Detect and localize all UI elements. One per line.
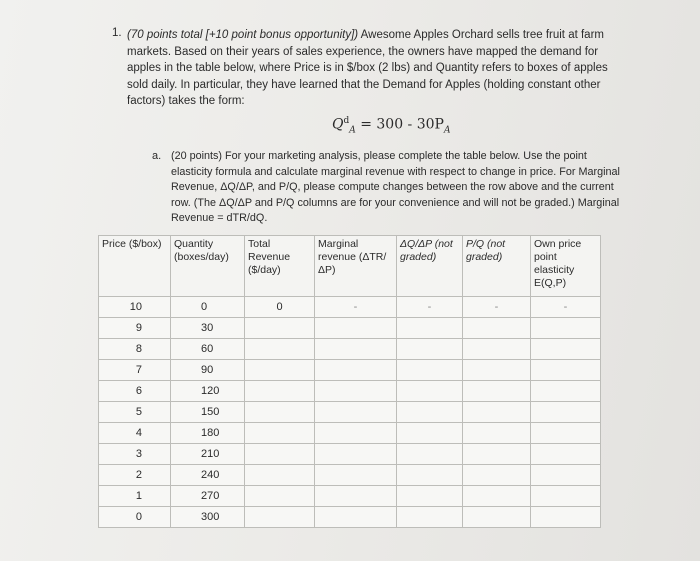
cell-elasticity[interactable] — [531, 507, 601, 528]
cell-p-q[interactable] — [463, 402, 531, 423]
cell-quantity: 150 — [171, 402, 245, 423]
cell-price: 2 — [99, 465, 171, 486]
cell-quantity: 120 — [171, 381, 245, 402]
cell-total-revenue[interactable] — [245, 507, 315, 528]
cell-price: 0 — [99, 507, 171, 528]
cell-quantity: 300 — [171, 507, 245, 528]
table-row — [99, 402, 601, 423]
question-number: 1. — [112, 27, 122, 39]
cell-quantity: 270 — [171, 486, 245, 507]
cell-quantity: 30 — [171, 318, 245, 339]
table-row — [99, 507, 601, 528]
cell-total-revenue[interactable] — [245, 423, 315, 444]
cell-total-revenue[interactable] — [245, 465, 315, 486]
cell-elasticity[interactable] — [531, 465, 601, 486]
cell-dq-dp[interactable] — [397, 381, 463, 402]
cell-total-revenue[interactable] — [245, 402, 315, 423]
table-header-row — [99, 236, 601, 297]
cell-dq-dp[interactable] — [397, 402, 463, 423]
table-row — [99, 318, 601, 339]
cell-marginal-revenue[interactable] — [315, 381, 397, 402]
cell-price: 9 — [99, 318, 171, 339]
table-row — [99, 486, 601, 507]
cell-elasticity[interactable] — [531, 360, 601, 381]
table-row — [99, 465, 601, 486]
cell-total-revenue[interactable] — [245, 360, 315, 381]
cell-p-q[interactable] — [463, 465, 531, 486]
cell-elasticity[interactable] — [531, 486, 601, 507]
part-a-text: (20 points) For your marketing analysis, please complete the table below. Use the point elasticity formula and calculate marginal revenue with respect to change in price. For Marginal Revenue, ΔQ/ΔP, and P/Q, please compute changes between the row above and the current row. (The ΔQ/ΔP and P/Q columns are for your convenience and will not be graded.) Marginal Revenue = dTR/dQ. — [171, 150, 620, 225]
cell-marginal-revenue[interactable] — [315, 360, 397, 381]
demand-formula — [332, 116, 450, 135]
cell-total-revenue[interactable] — [245, 318, 315, 339]
question-text — [127, 27, 627, 110]
header-quantity: Quantity (boxes/day) — [171, 236, 245, 297]
cell-dq-dp[interactable] — [397, 486, 463, 507]
table-row — [99, 381, 601, 402]
cell-quantity: 210 — [171, 444, 245, 465]
header-elasticity: Own price point elasticity E(Q,P) — [531, 236, 601, 297]
cell-total-revenue[interactable] — [245, 381, 315, 402]
cell-elasticity[interactable] — [531, 381, 601, 402]
formula-sub: A — [349, 125, 356, 136]
cell-price: 10 — [99, 297, 171, 318]
cell-p-q[interactable] — [463, 486, 531, 507]
cell-p-q[interactable] — [463, 318, 531, 339]
cell-marginal-revenue[interactable] — [315, 507, 397, 528]
cell-marginal-revenue[interactable] — [315, 318, 397, 339]
cell-dq-dp[interactable] — [397, 318, 463, 339]
cell-marginal-revenue[interactable] — [315, 339, 397, 360]
cell-elasticity[interactable] — [531, 339, 601, 360]
cell-price: 6 — [99, 381, 171, 402]
cell-quantity: 240 — [171, 465, 245, 486]
question-points: (70 points total [+10 point bonus opportunity]) — [127, 29, 359, 41]
cell-quantity: 0 — [171, 297, 245, 318]
cell-marginal-revenue[interactable] — [315, 465, 397, 486]
cell-elasticity[interactable] — [531, 423, 601, 444]
cell-quantity: 60 — [171, 339, 245, 360]
header-dq-dp: ΔQ/ΔP (not graded) — [397, 236, 463, 297]
table-row — [99, 297, 601, 318]
cell-quantity: 90 — [171, 360, 245, 381]
cell-dq-dp[interactable]: - — [397, 297, 463, 318]
cell-p-q[interactable] — [463, 360, 531, 381]
cell-p-q[interactable] — [463, 381, 531, 402]
header-p-q: P/Q (not graded) — [463, 236, 531, 297]
cell-marginal-revenue[interactable] — [315, 402, 397, 423]
cell-total-revenue[interactable] — [245, 444, 315, 465]
question-intro: Awesome Apples Orchard sells tree fruit at farm markets. Based on their years of sales experience, the owners have mapped the demand for apples in the table below, where Price is in $/box (2 lbs) and Quantity refers to boxes of apples sold daily. — [127, 29, 608, 91]
cell-dq-dp[interactable] — [397, 444, 463, 465]
cell-p-q[interactable] — [463, 423, 531, 444]
table-row — [99, 444, 601, 465]
cell-marginal-revenue[interactable]: - — [315, 297, 397, 318]
part-a-label: a. — [152, 150, 162, 162]
cell-elasticity[interactable] — [531, 402, 601, 423]
table-row — [99, 360, 601, 381]
header-marginal-revenue: Marginal revenue (ΔTR/ΔP) — [315, 236, 397, 297]
cell-elasticity[interactable] — [531, 444, 601, 465]
cell-quantity: 180 — [171, 423, 245, 444]
demand-table — [98, 235, 601, 528]
cell-dq-dp[interactable] — [397, 339, 463, 360]
cell-p-q[interactable] — [463, 507, 531, 528]
formula-sup: d — [343, 116, 350, 126]
table-row — [99, 339, 601, 360]
cell-dq-dp[interactable] — [397, 360, 463, 381]
cell-price: 3 — [99, 444, 171, 465]
cell-p-q[interactable] — [463, 444, 531, 465]
cell-marginal-revenue[interactable] — [315, 444, 397, 465]
cell-elasticity[interactable]: - — [531, 297, 601, 318]
header-total-revenue: Total Revenue ($/day) — [245, 236, 315, 297]
formula-q: Q — [332, 116, 344, 133]
cell-price: 1 — [99, 486, 171, 507]
cell-price: 4 — [99, 423, 171, 444]
cell-marginal-revenue[interactable] — [315, 423, 397, 444]
cell-price: 8 — [99, 339, 171, 360]
header-price: Price ($/box) — [99, 236, 171, 297]
cell-price: 7 — [99, 360, 171, 381]
cell-marginal-revenue[interactable] — [315, 486, 397, 507]
cell-total-revenue[interactable] — [245, 486, 315, 507]
cell-dq-dp[interactable] — [397, 465, 463, 486]
cell-total-revenue[interactable] — [245, 339, 315, 360]
cell-dq-dp[interactable] — [397, 507, 463, 528]
cell-p-q[interactable] — [463, 339, 531, 360]
table-row — [99, 423, 601, 444]
question-emphasis: In particular, they have learned that the Demand for Apples (holding constant other factors) takes the form: — [127, 78, 601, 107]
cell-elasticity[interactable] — [531, 318, 601, 339]
cell-price: 5 — [99, 402, 171, 423]
cell-dq-dp[interactable] — [397, 423, 463, 444]
formula-rhs-sub: A — [443, 125, 451, 136]
cell-total-revenue[interactable]: 0 — [245, 297, 315, 318]
cell-p-q[interactable]: - — [463, 297, 531, 318]
formula-rhs: = 300 - 30P — [355, 116, 444, 133]
